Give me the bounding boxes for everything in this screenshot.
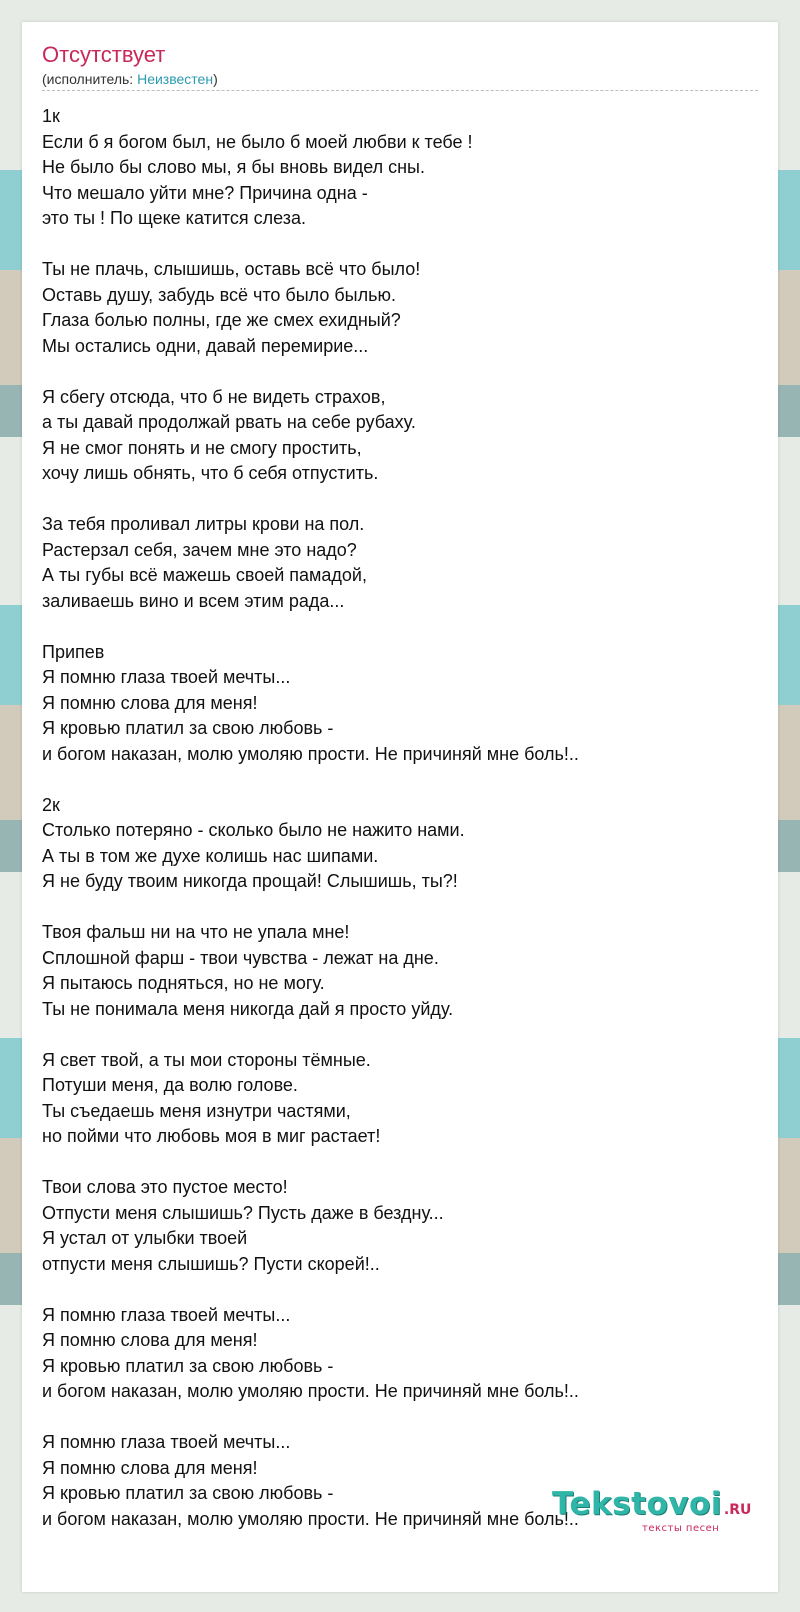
- lyric-line: Я помню глаза твоей мечты...: [42, 1304, 291, 1325]
- lyric-line: Сплошной фарш - твои чувства - лежат на дне.: [42, 947, 439, 968]
- lyric-line: Глаза болью полны, где же смех ехидный?: [42, 310, 401, 330]
- performer-suffix: ): [213, 71, 218, 87]
- stanza-gap: [42, 487, 762, 513]
- stanza-gap: [42, 767, 762, 793]
- lyric-line: Оставь душу, забудь всё что было былью.: [42, 284, 396, 305]
- title-divider: [42, 90, 758, 91]
- lyrics-card: [22, 22, 778, 1592]
- lyric-line: но пойми что любовь моя в миг растает!: [42, 1126, 381, 1146]
- stanza-gap: [42, 1150, 762, 1176]
- lyric-line: Я помню слова для меня!: [42, 1330, 258, 1350]
- lyric-line: заливаешь вино и всем этим рада...: [42, 590, 345, 611]
- lyric-line: Я кровью платил за свою любовь -: [42, 1483, 334, 1503]
- lyric-line: Мы остались одни, давай перемирие...: [42, 335, 369, 356]
- lyric-line: 2к: [42, 794, 60, 815]
- lyric-line: А ты губы всё мажешь своей памадой,: [42, 565, 367, 585]
- lyric-line: хочу лишь обнять, что б себя отпустить.: [42, 463, 379, 483]
- lyric-line: Растерзал себя, зачем мне это надо?: [42, 539, 357, 560]
- lyric-line: а ты давай продолжай рвать на себе рубаху.: [42, 412, 416, 432]
- lyric-line: Ты съедаешь меня изнутри частями,: [42, 1100, 351, 1121]
- lyric-line: Я свет твой, а ты мои стороны тёмные.: [42, 1049, 371, 1070]
- lyric-line: Я сбегу отсюда, что б не видеть страхов,: [42, 386, 386, 407]
- lyric-line: отпусти меня слышишь? Пусти скорей!..: [42, 1253, 380, 1274]
- stanza-gap: [42, 232, 762, 258]
- stanza-gap: [42, 614, 762, 640]
- stanza-gap: [42, 1405, 762, 1431]
- logo-tagline: тексты песен: [642, 1523, 720, 1534]
- lyric-line: Я устал от улыбки твоей: [42, 1228, 248, 1248]
- lyric-line: Я помню глаза твоей мечты...: [42, 667, 291, 687]
- lyric-line: это ты ! По щеке катится слеза.: [42, 208, 307, 228]
- performer-line: [42, 71, 218, 87]
- lyric-line: Ты не плачь, слышишь, оставь всё что было!: [42, 259, 421, 279]
- lyric-line: Потуши меня, да волю голове.: [42, 1075, 298, 1095]
- stanza-gap: [42, 1277, 762, 1303]
- lyric-line: Я помню слова для меня!: [42, 1457, 258, 1478]
- lyric-line: Я пытаюсь подняться, но не могу.: [42, 973, 325, 993]
- lyric-line: Я кровью платил за свою любовь -: [42, 718, 334, 738]
- lyric-line: и богом наказан, молю умоляю прости. Не причиняй мне боль!..: [42, 1508, 579, 1529]
- lyric-line: Если б я богом был, не было б моей любви к тебе !: [42, 131, 473, 152]
- stanza-gap: [42, 359, 762, 385]
- lyric-line: А ты в том же духе колишь нас шипами.: [42, 845, 379, 866]
- lyric-line: Что мешало уйти мне? Причина одна -: [42, 182, 368, 203]
- performer-link[interactable]: Неизвестен: [137, 71, 214, 87]
- logo-wordmark: Tekstovoi: [552, 1486, 722, 1522]
- lyric-line: Я кровью платил за свою любовь -: [42, 1355, 334, 1376]
- logo-tld: .RU: [723, 1502, 752, 1518]
- lyric-line: Твои слова это пустое место!: [42, 1177, 288, 1197]
- song-title: Отсутствует: [42, 42, 166, 67]
- performer-prefix: (исполнитель:: [42, 71, 138, 87]
- lyric-line: Не было бы слово мы, я бы вновь видел сны.: [42, 157, 425, 177]
- site-logo[interactable]: [552, 1486, 752, 1534]
- lyric-line: 1к: [42, 106, 60, 126]
- lyric-line: и богом наказан, молю умоляю прости. Не причиняй мне боль!..: [42, 1381, 579, 1401]
- lyric-line: За тебя проливал литры крови на пол.: [42, 514, 365, 534]
- lyric-line: Столько потеряно - сколько было не нажито нами.: [42, 820, 465, 840]
- stanza-gap: [42, 1022, 762, 1048]
- lyric-line: Отпусти меня слышишь? Пусть даже в бездну...: [42, 1202, 444, 1223]
- lyric-line: Припев: [42, 641, 105, 662]
- lyrics-text: [42, 104, 762, 1532]
- lyric-line: Твоя фальш ни на что не упала мне!: [42, 922, 350, 942]
- lyric-line: Я помню глаза твоей мечты...: [42, 1432, 291, 1452]
- lyric-line: Я не буду твоим никогда прощай! Слышишь, ты?!: [42, 871, 458, 891]
- lyric-line: Я помню слова для меня!: [42, 692, 258, 713]
- stanza-gap: [42, 895, 762, 921]
- lyric-line: Я не смог понять и не смогу простить,: [42, 437, 362, 458]
- lyric-line: Ты не понимала меня никогда дай я просто уйду.: [42, 998, 454, 1019]
- lyric-line: и богом наказан, молю умоляю прости. Не причиняй мне боль!..: [42, 743, 579, 764]
